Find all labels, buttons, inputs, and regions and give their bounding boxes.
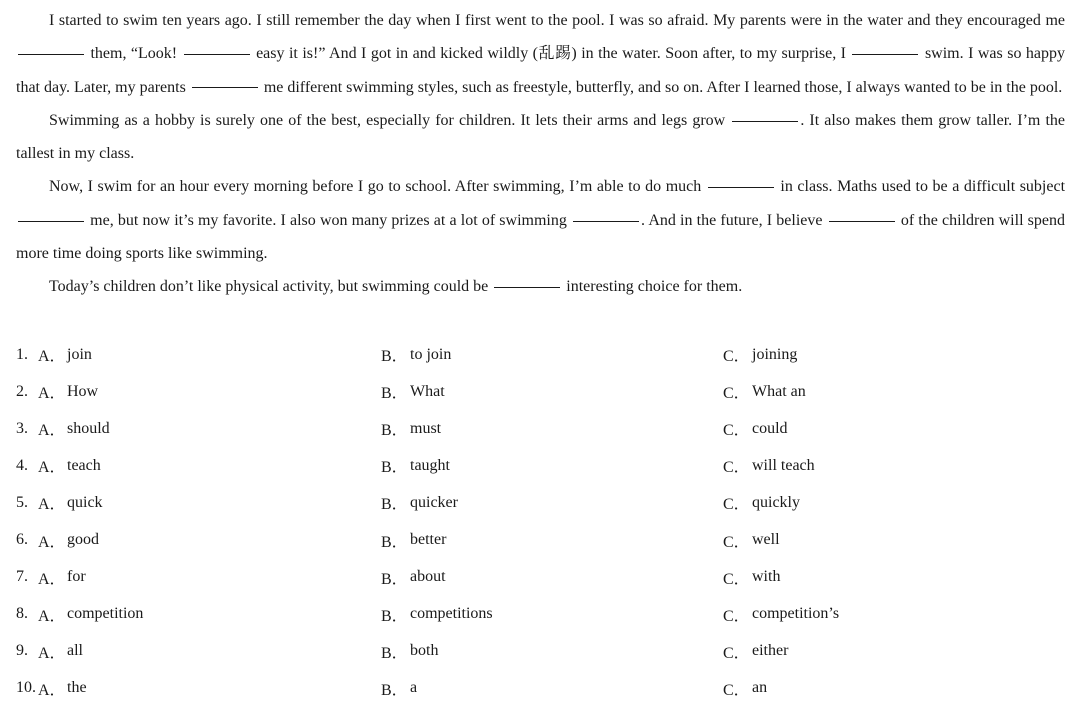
option-letter: B．: [381, 533, 408, 551]
passage-text: me, but now it’s my favorite. I also won many prizes at a lot of swimming: [90, 211, 567, 229]
answer-blank-3: [852, 53, 918, 55]
option-letter: A．: [38, 422, 66, 440]
option-text: What: [410, 382, 445, 400]
paragraph-2: [16, 104, 1065, 171]
question-row: [16, 336, 1065, 373]
answer-blank-1: [18, 53, 84, 55]
cloze-passage: [16, 4, 1065, 304]
option-letter: C．: [723, 422, 750, 440]
option-a: [38, 380, 381, 403]
option-text: What an: [752, 382, 806, 400]
question-row: [16, 373, 1065, 410]
question-row: [16, 559, 1065, 596]
option-c: [723, 603, 1023, 626]
answer-options: [16, 336, 1065, 707]
option-letter: B．: [381, 459, 408, 477]
question-row: [16, 447, 1065, 484]
option-b: [381, 417, 723, 440]
answer-blank-6: [708, 186, 774, 188]
passage-text: easy it is!” And I got in and kicked wildly (乱踢) in the water. Soon after, to my surprise, I: [256, 45, 846, 63]
passage-text: Today’s children don’t like physical activity, but swimming could be: [49, 278, 489, 296]
option-letter: B．: [381, 607, 408, 625]
option-text: competitions: [410, 605, 493, 623]
option-text: must: [410, 419, 442, 437]
passage-text: interesting choice for them.: [566, 278, 743, 296]
option-letter: B．: [381, 681, 408, 699]
option-text: quick: [67, 493, 103, 511]
option-letter: A．: [38, 348, 66, 366]
passage-text: I started to swim ten years ago. I still remember the day when I first went to the pool. I was so afraid. My parents were in the water and they encouraged me: [49, 12, 1065, 29]
option-text: with: [752, 568, 781, 586]
option-letter: B．: [381, 496, 408, 514]
option-letter: A．: [38, 570, 66, 588]
option-text: about: [410, 568, 446, 586]
option-b: [381, 603, 723, 626]
option-text: both: [410, 642, 439, 660]
option-text: the: [67, 679, 87, 697]
question-number: 5.: [16, 493, 28, 511]
option-c: [723, 417, 1023, 440]
question-number: 9.: [16, 642, 28, 660]
option-text: competition: [67, 605, 144, 623]
option-a: [38, 566, 381, 589]
passage-text: in class. Maths used to be a difficult subject: [780, 178, 1066, 196]
answer-blank-4: [192, 86, 258, 88]
option-letter: C．: [723, 459, 750, 477]
option-letter: B．: [381, 644, 408, 662]
option-c: [723, 380, 1023, 403]
paragraph-4: [16, 270, 1065, 303]
option-text: will teach: [752, 456, 815, 474]
option-b: [381, 343, 723, 366]
paragraph-1: [16, 4, 1065, 104]
option-b: [381, 566, 723, 589]
answer-blank-9: [829, 220, 895, 222]
option-text: should: [67, 419, 110, 437]
option-text: good: [67, 531, 99, 549]
option-text: join: [67, 345, 92, 363]
option-text: How: [67, 382, 99, 400]
question-row: [16, 521, 1065, 558]
option-c: [723, 454, 1023, 477]
option-letter: A．: [38, 607, 66, 625]
option-letter: C．: [723, 570, 750, 588]
option-b: [381, 529, 723, 552]
option-text: better: [410, 531, 447, 549]
option-letter: A．: [38, 533, 66, 551]
option-a: [38, 529, 381, 552]
question-row: [16, 410, 1065, 447]
option-text: an: [752, 679, 768, 697]
option-letter: A．: [38, 459, 66, 477]
question-number: 2.: [16, 382, 28, 400]
option-b: [381, 677, 723, 700]
option-letter: C．: [723, 607, 750, 625]
passage-text: of the children will spend more time doing sports like swimming.: [16, 211, 1066, 263]
paragraph-3: [16, 170, 1065, 270]
option-letter: B．: [381, 570, 408, 588]
option-c: [723, 677, 1023, 700]
option-letter: C．: [723, 644, 750, 662]
passage-text: them, “Look!: [90, 45, 178, 63]
answer-blank-7: [18, 220, 84, 222]
passage-text: Swimming as a hobby is surely one of the best, especially for children. It lets their arms and legs grow: [49, 111, 726, 129]
option-a: [38, 603, 381, 626]
passage-text: me different swimming styles, such as freestyle, butterfly, and so on. After I learned those, I always wanted to be in the pool.: [263, 78, 1063, 96]
option-letter: A．: [38, 681, 66, 699]
passage-text: Now, I swim for an hour every morning before I go to school. After swimming, I’m able to do much: [49, 178, 702, 196]
option-text: well: [752, 531, 780, 549]
option-letter: A．: [38, 496, 66, 514]
option-text: joining: [752, 345, 798, 363]
option-b: [381, 491, 723, 514]
question-number: 6.: [16, 531, 28, 549]
option-text: either: [752, 642, 789, 660]
answer-blank-10: [494, 286, 560, 288]
passage-text: swim. I was so happy that day. Later, my parents: [16, 45, 1066, 96]
option-b: [381, 380, 723, 403]
option-a: [38, 417, 381, 440]
question-number: 1.: [16, 345, 28, 363]
option-letter: C．: [723, 533, 750, 551]
question-row: [16, 484, 1065, 521]
option-a: [38, 677, 381, 700]
option-a: [38, 491, 381, 514]
option-letter: B．: [381, 422, 408, 440]
option-text: a: [410, 679, 418, 697]
question-number: 4.: [16, 456, 28, 474]
option-c: [723, 491, 1023, 514]
option-b: [381, 454, 723, 477]
option-text: quickly: [752, 493, 800, 511]
option-text: taught: [410, 456, 450, 474]
option-letter: C．: [723, 681, 750, 699]
option-c: [723, 529, 1023, 552]
option-text: all: [67, 642, 83, 660]
option-letter: C．: [723, 496, 750, 514]
answer-blank-2: [184, 53, 250, 55]
question-row: [16, 670, 1065, 707]
option-text: teach: [67, 456, 101, 474]
option-c: [723, 343, 1023, 366]
option-c: [723, 566, 1023, 589]
option-text: competition’s: [752, 605, 840, 623]
option-text: quicker: [410, 493, 458, 511]
option-text: could: [752, 419, 788, 437]
option-letter: C．: [723, 348, 750, 366]
passage-text: . And in the future, I believe: [641, 211, 823, 229]
question-number: 10.: [16, 679, 36, 697]
question-row: [16, 596, 1065, 633]
option-c: [723, 640, 1023, 663]
question-number: 8.: [16, 605, 28, 623]
answer-blank-8: [573, 220, 639, 222]
option-a: [38, 343, 381, 366]
option-text: to join: [410, 345, 452, 363]
question-row: [16, 633, 1065, 670]
question-number: 7.: [16, 568, 28, 586]
option-text: for: [67, 568, 86, 586]
option-a: [38, 640, 381, 663]
option-letter: C．: [723, 385, 750, 403]
option-b: [381, 640, 723, 663]
answer-blank-5: [732, 120, 798, 122]
option-letter: A．: [38, 644, 66, 662]
question-number: 3.: [16, 419, 28, 437]
option-letter: A．: [38, 385, 66, 403]
option-letter: B．: [381, 348, 408, 366]
passage-text: . It also makes them grow taller. I’m the tallest in my class.: [16, 111, 1066, 163]
option-a: [38, 454, 381, 477]
option-letter: B．: [381, 385, 408, 403]
